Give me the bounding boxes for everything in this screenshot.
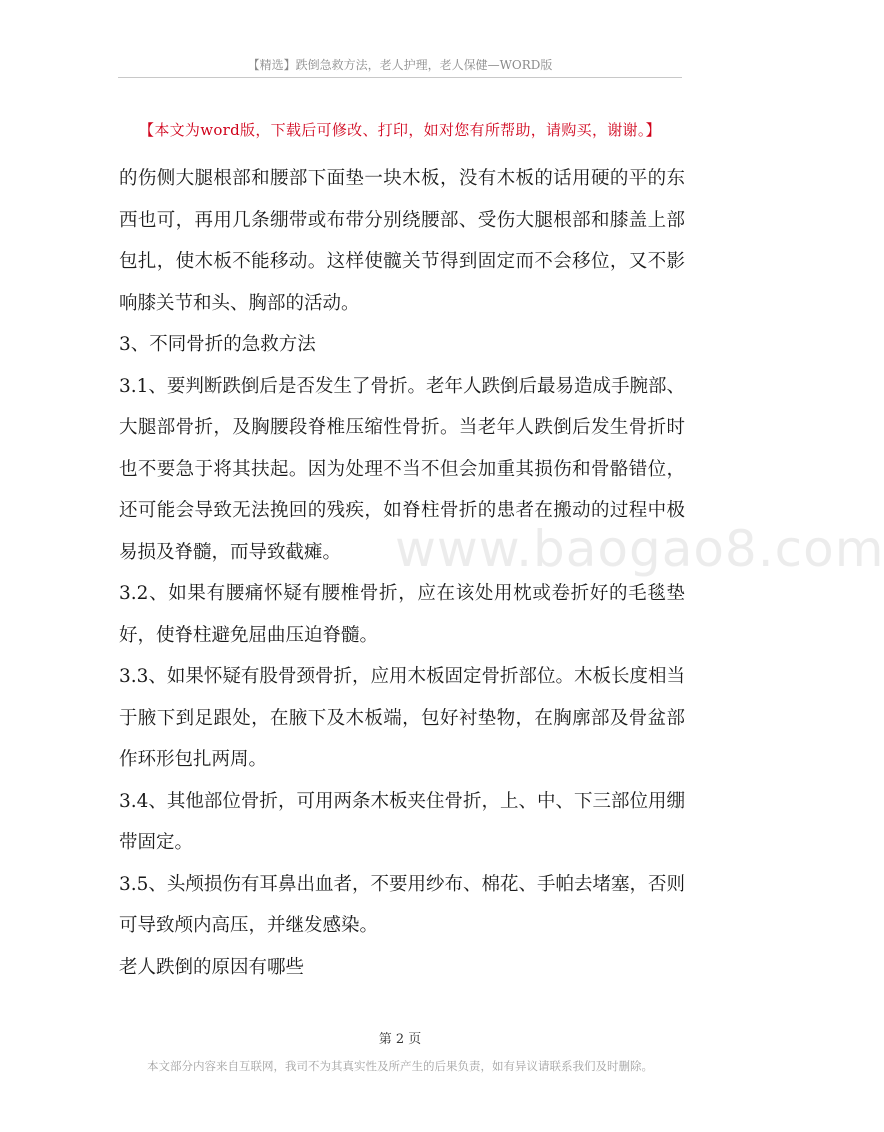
paragraph-continuation: 的伤侧大腿根部和腰部下面垫一块木板，没有木板的话用硬的平的东西也可，再用几条绷带或布带分别绕腰部、受伤大腿根部和膝盖上部包扎，使木板不能移动。这样使髋关节得到固定而不会移位，又不影响膝关节和头、胸部的活动。 [119, 168, 685, 314]
header-divider [118, 77, 682, 78]
page-number: 第 2 页 [378, 1032, 422, 1047]
section-heading-fracture-aid: 3、不同骨折的急救方法 [119, 334, 316, 355]
watermark-text: www.baogao8.com [395, 520, 884, 578]
paragraph-3-2: 3.2、如果有腰痛怀疑有腰椎骨折，应在该处用枕或卷折好的毛毯垫好，使脊柱避免屈曲压迫脊髓。 [119, 583, 685, 646]
paragraph-3-3: 3.3、如果怀疑有股骨颈骨折，应用木板固定骨折部位。木板长度相当于腋下到足跟处，在腋下及木板端，包好衬垫物，在胸廓部及骨盆部作环形包扎两周。 [119, 666, 685, 770]
section-heading-fall-causes: 老人跌倒的原因有哪些 [119, 956, 305, 978]
paragraph-3-4: 3.4、其他部位骨折，可用两条木板夹住骨折，上、中、下三部位用绷带固定。 [119, 790, 685, 853]
page-header: 【精选】跌倒急救方法，老人护理，老人保健—WORD版 [247, 58, 553, 72]
paragraph-3-1: 3.1、要判断跌倒后是否发生了骨折。老年人跌倒后最易造成手腕部、大腿部骨折，及胸腰段脊椎压缩性骨折。当老年人跌倒后发生骨折时也不要急于将其扶起。因为处理不当不但会加重其损伤和骨骼错位，还可能会导致无法挽回的残疾，如脊柱骨折的患者在搬动的过程中极易损及脊髓，而导致截瘫。 [119, 375, 685, 563]
page-footer: 本文部分内容来自互联网，我司不为其真实性及所产生的后果负责，如有异议请联系我们及时删除。 [147, 1059, 653, 1073]
paragraph-3-5: 3.5、头颅损伤有耳鼻出血者，不要用纱布、棉花、手帕去堵塞，否则可导致颅内高压，并继发感染。 [119, 873, 685, 936]
purchase-notice: 【本文为word版，下载后可修改、打印，如对您有所帮助，请购买，谢谢。】 [139, 121, 661, 139]
document-body [119, 158, 685, 988]
